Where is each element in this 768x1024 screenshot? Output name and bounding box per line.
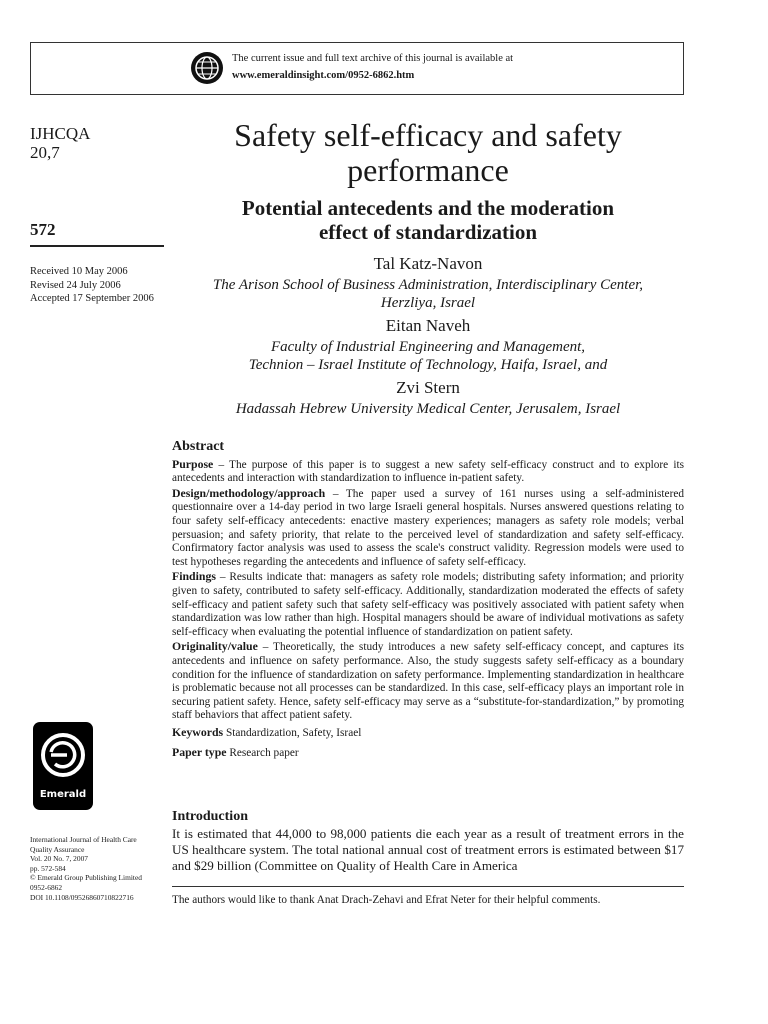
pubinfo-line: 0952-6862 bbox=[30, 882, 63, 892]
papertype-label: Paper type bbox=[172, 745, 227, 760]
publication-info bbox=[30, 835, 170, 902]
author-affiliation bbox=[172, 276, 684, 312]
abstract-originality bbox=[172, 640, 684, 723]
affiliation-line: Hadassah Hebrew University Medical Center, Jerusalem, Israel bbox=[235, 401, 621, 417]
pubinfo-line: DOI 10.1108/09526860710822716 bbox=[30, 892, 134, 902]
abstract-section bbox=[172, 440, 684, 762]
pubinfo-line: International Journal of Health Care bbox=[30, 835, 137, 844]
papertype-text: Research paper bbox=[226, 747, 299, 760]
design-text: – The paper used a survey of 161 nurses using a self-administered questionnaire over a 14-day period in two large Israeli general hospitals. Nurses answered questions relating to four safety self-efficacy antecedents: enactive mastery experiences; managers as safety role models; verbal persuasion; and safety priority, that relate to the perceived level of standardization and safety self-efficacy. Confirmatory factor analysis was used to assess the scale's construct validity. Regression models were used to test hypotheses regarding the antecedents and influence of safety self-efficacy. bbox=[172, 487, 684, 568]
sidebar-divider bbox=[30, 245, 164, 247]
originality-text: – Theoretically, the study introduces a new safety self-efficacy concept, and captures its antecedents and influence on safety performance. Also, the study suggests safety self-efficacy as a boundary condition for the influence of standardization on safety performance. Implementing standardization in healthcare is problematic because not all processes can be standardized. In this case, self-efficacy plays an important role in securing patient safety. Hence, safety self-efficacy may serve as a “substitute-for-standardization,” by promoting staff behaviors that affect patient safety. bbox=[172, 641, 684, 722]
pubinfo-line: Vol. 20 No. 7, 2007 bbox=[30, 854, 88, 864]
received-date: Received 10 May 2006 bbox=[30, 266, 128, 277]
globe-icon bbox=[190, 51, 224, 85]
journal-banner bbox=[30, 42, 684, 95]
introduction-section bbox=[172, 809, 684, 874]
originality-label: Originality/value bbox=[172, 639, 258, 654]
journal-volume: 20,7 bbox=[30, 143, 60, 162]
keywords-label: Keywords bbox=[172, 724, 224, 739]
findings-text: – Results indicate that: managers as safety role models; distributing safety information; and priority given to safety, contributed to safety self-efficacy. Additionally, standardization moderated the effects of safety self-efficacy and patient safety such that safety self-efficacy was positively associated with patient safety when standardization was low rather than high. Hospital managers should be aware of individual motivations as safety self-efficacy when evaluating the potential influence of standardization on patient safety. bbox=[172, 571, 684, 638]
acknowledgement-footnote: The authors would like to thank Anat Drach-Zehavi and Efrat Neter for their helpful comments. bbox=[172, 894, 601, 906]
introduction-heading: Introduction bbox=[172, 809, 248, 824]
keywords-text: Standardization, Safety, Israel bbox=[223, 726, 362, 739]
banner-url-link[interactable]: www.emeraldinsight.com/0952-6862.htm bbox=[232, 70, 415, 81]
abstract-heading: Abstract bbox=[172, 439, 225, 454]
introduction-text: It is estimated that 44,000 to 98,000 patients die each year as a result of treatment errors in the US healthcare system. The total national annual cost of treatment errors is estimated between $17 and $29 billion (Committee on Quality of Health Care in America bbox=[172, 826, 684, 873]
subtitle-line-1: Potential antecedents and the moderation bbox=[241, 196, 615, 220]
page-number: 572 bbox=[30, 220, 56, 239]
author-name: Zvi Stern bbox=[396, 378, 460, 397]
article-subtitle bbox=[172, 196, 684, 244]
emerald-logo-mark bbox=[33, 722, 93, 788]
pubinfo-line: Quality Assurance bbox=[30, 844, 85, 854]
journal-code bbox=[30, 124, 90, 162]
purpose-label: Purpose bbox=[172, 456, 214, 471]
journal-abbrev: IJHCQA bbox=[30, 124, 91, 143]
accepted-date: Accepted 17 September 2006 bbox=[30, 293, 154, 304]
author-affiliation bbox=[172, 400, 684, 418]
keywords bbox=[172, 726, 684, 741]
author-name: Tal Katz-Navon bbox=[373, 254, 483, 273]
affiliation-line: The Arison School of Business Administration, Interdisciplinary Center, bbox=[212, 277, 644, 293]
article-title bbox=[172, 118, 684, 188]
affiliation-line: Faculty of Industrial Engineering and Management, bbox=[270, 339, 586, 355]
pubinfo-line: pp. 572-584 bbox=[30, 863, 66, 873]
abstract-design bbox=[172, 487, 684, 570]
emerald-logo bbox=[33, 722, 93, 810]
submission-history bbox=[30, 265, 170, 306]
design-label: Design/methodology/approach bbox=[172, 485, 326, 500]
title-line-2: performance bbox=[347, 152, 509, 188]
paper-type bbox=[172, 746, 684, 761]
abstract-purpose bbox=[172, 458, 684, 486]
affiliation-line: Technion – Israel Institute of Technology, Haifa, Israel, and bbox=[248, 357, 608, 373]
revised-date: Revised 24 July 2006 bbox=[30, 279, 121, 291]
abstract-findings bbox=[172, 570, 684, 639]
subtitle-line-2: effect of standardization bbox=[318, 220, 538, 244]
findings-label: Findings bbox=[172, 569, 216, 584]
pubinfo-line: © Emerald Group Publishing Limited bbox=[30, 873, 142, 883]
purpose-text: – The purpose of this paper is to suggest a new safety self-efficacy construct and to explore its antecedents and interaction with standardization to influence in-patient safety. bbox=[172, 458, 684, 485]
affiliation-line: Herzliya, Israel bbox=[380, 295, 476, 311]
author-name: Eitan Naveh bbox=[385, 316, 471, 335]
author-affiliation bbox=[172, 338, 684, 374]
title-line-1: Safety self-efficacy and safety bbox=[234, 117, 622, 153]
emerald-logo-text: Emerald bbox=[39, 789, 87, 800]
footnote-divider bbox=[172, 886, 684, 887]
banner-availability-text: The current issue and full text archive of this journal is available at bbox=[232, 53, 514, 64]
